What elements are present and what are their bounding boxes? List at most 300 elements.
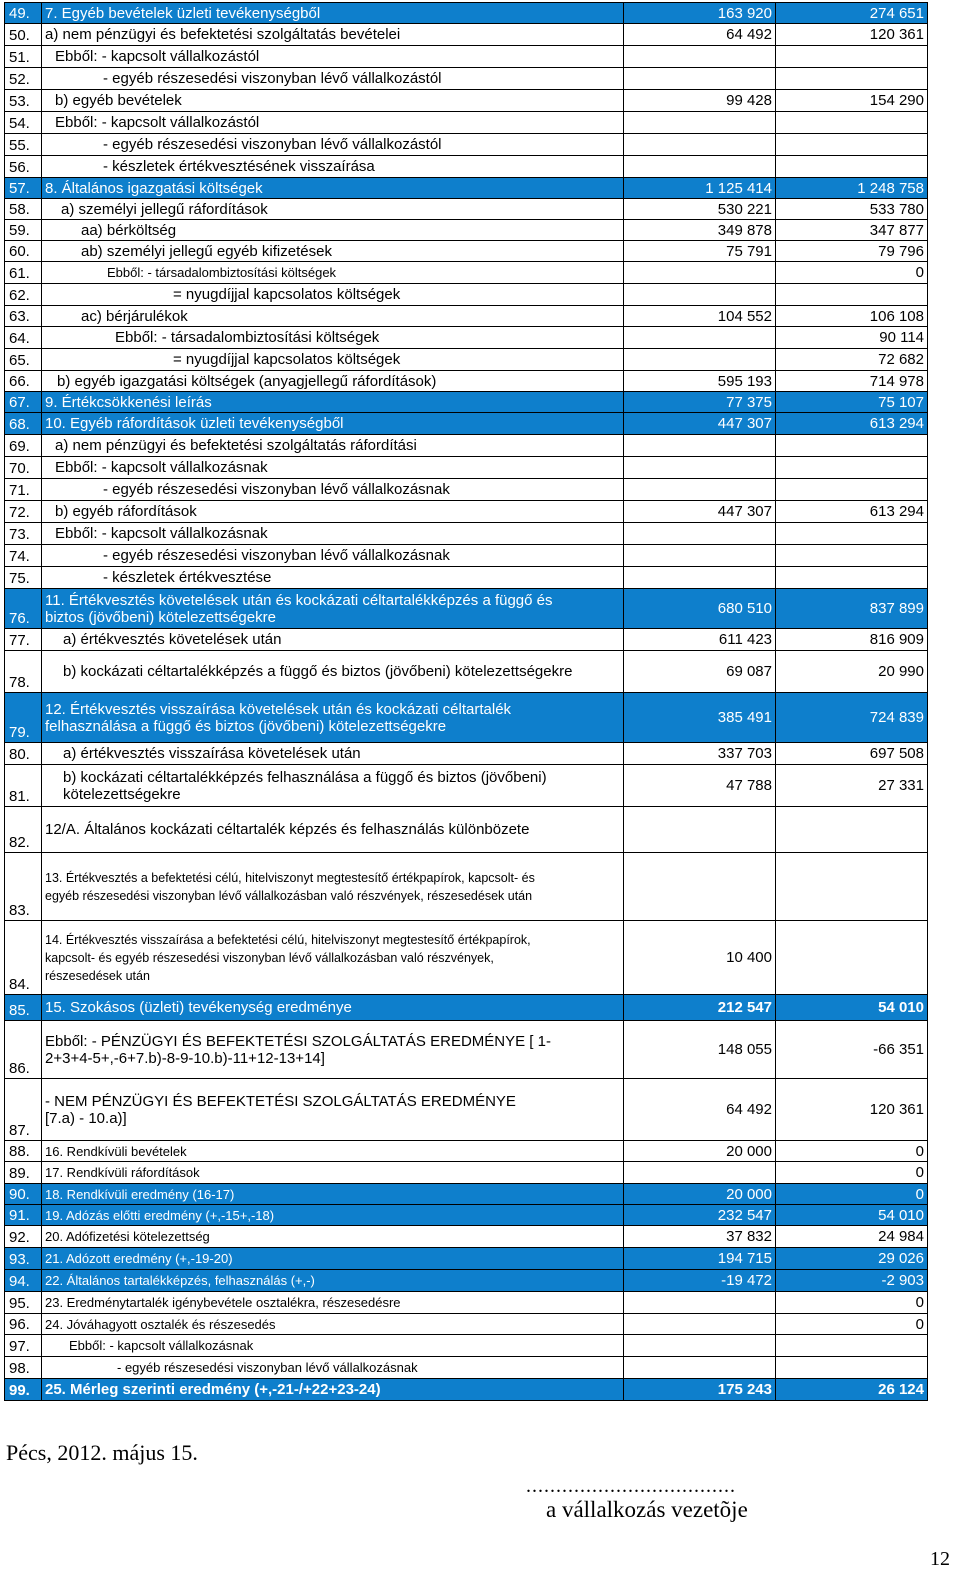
value-current-year <box>776 46 928 68</box>
row-number: 59. <box>5 220 42 241</box>
value-previous-year <box>624 435 776 457</box>
value-current-year <box>776 545 928 567</box>
row-number: 54. <box>5 112 42 134</box>
value-current-year: 120 361 <box>776 1079 928 1141</box>
row-description-line: - NEM PÉNZÜGYI ÉS BEFEKTETÉSI SZOLGÁLTATÁS EREDMÉNYE <box>45 1092 516 1110</box>
row-number: 49. <box>5 3 42 24</box>
table-row <box>5 1141 928 1162</box>
row-description-line: 12. Értékvesztés visszaírása követelések után és kockázati céltartalék <box>45 700 512 718</box>
signature-line: ................................... <box>526 1475 736 1497</box>
row-number: 53. <box>5 90 42 112</box>
table-row <box>5 1226 928 1248</box>
row-description-line: 11. Értékvesztés követelések után és kockázati céltartalékképzés a függő és <box>45 591 553 609</box>
row-description-line: Ebből: - kapcsolt vállalkozástól <box>55 48 260 65</box>
row-description-line: - egyéb részesedési viszonyban lévő vállalkozásnak <box>103 481 450 498</box>
row-description <box>42 435 624 457</box>
page-number: 12 <box>930 1548 950 1570</box>
value-current-year: 54 010 <box>776 1205 928 1226</box>
row-description-line: a) személyi jellegű ráfordítások <box>61 200 268 218</box>
value-previous-year: 69 087 <box>624 651 776 693</box>
row-number: 57. <box>5 178 42 199</box>
row-description-line: Ebből: - kapcsolt vállalkozástól <box>55 114 260 131</box>
row-description <box>42 1021 624 1079</box>
row-description <box>42 693 624 743</box>
table-row <box>5 156 928 178</box>
table-row <box>5 807 928 853</box>
value-current-year: 533 780 <box>776 199 928 220</box>
table-row <box>5 349 928 371</box>
value-current-year <box>776 853 928 921</box>
value-current-year <box>776 457 928 479</box>
table-row <box>5 220 928 241</box>
table-row <box>5 479 928 501</box>
row-number: 98. <box>5 1357 42 1379</box>
row-number: 51. <box>5 46 42 68</box>
row-description-line: 18. Rendkívüli eredmény (16-17) <box>45 1186 235 1202</box>
row-description-line: Ebből: - PÉNZÜGYI ÉS BEFEKTETÉSI SZOLGÁLTATÁS EREDMÉNYE [ 1- <box>45 1032 551 1050</box>
value-previous-year: 10 400 <box>624 921 776 995</box>
value-current-year: 27 331 <box>776 765 928 807</box>
row-description-line: 23. Eredménytartalék igénybevétele osztalékra, részesedésre <box>45 1295 401 1310</box>
value-previous-year <box>624 1292 776 1314</box>
table-row <box>5 1184 928 1205</box>
value-previous-year: 385 491 <box>624 693 776 743</box>
row-description <box>42 371 624 392</box>
row-description <box>42 807 624 853</box>
value-previous-year: 104 552 <box>624 306 776 327</box>
row-description <box>42 413 624 435</box>
value-current-year: 697 508 <box>776 743 928 765</box>
row-description <box>42 1270 624 1292</box>
row-description-line: - egyéb részesedési viszonyban lévő vállalkozásnak <box>117 1360 418 1375</box>
table-row <box>5 68 928 90</box>
value-previous-year: 212 547 <box>624 995 776 1021</box>
row-description-line: 12/A. Általános kockázati céltartalék képzés és felhasználás különbözete <box>45 821 530 838</box>
value-current-year: 79 796 <box>776 241 928 262</box>
value-previous-year <box>624 479 776 501</box>
row-number: 72. <box>5 501 42 523</box>
row-description-line: - egyéb részesedési viszonyban lévő vállalkozástól <box>103 70 442 87</box>
table-row <box>5 1162 928 1184</box>
value-previous-year <box>624 349 776 371</box>
table-row <box>5 1357 928 1379</box>
row-description <box>42 178 624 199</box>
row-number: 64. <box>5 327 42 349</box>
value-previous-year <box>624 1357 776 1379</box>
value-current-year: 0 <box>776 1162 928 1184</box>
table-row <box>5 545 928 567</box>
row-number: 74. <box>5 545 42 567</box>
table-row <box>5 199 928 220</box>
row-description-line: [7.a) - 10.a)] <box>45 1109 127 1127</box>
row-description-line: - készletek értékvesztése <box>103 569 272 586</box>
table-row <box>5 651 928 693</box>
row-description-line: Ebből: - kapcsolt vállalkozásnak <box>55 459 268 476</box>
row-description-line: egyéb részesedési viszonyban lévő vállalkozásban való részvények, részesedések után <box>45 888 533 903</box>
row-description <box>42 589 624 629</box>
row-description-line: 21. Adózott eredmény (+,-19-20) <box>45 1251 233 1266</box>
table-row <box>5 1335 928 1357</box>
value-current-year: 613 294 <box>776 501 928 523</box>
row-description-line: 14. Értékvesztés visszaírása a befektetési célú, hitelviszonyt megtestesítő értékpapírok, <box>45 932 531 947</box>
row-description <box>42 1335 624 1357</box>
row-description <box>42 501 624 523</box>
row-description <box>42 1226 624 1248</box>
row-description-line: kapcsolt- és egyéb részesedési viszonyban lévő vállalkozásban való részvények, <box>45 950 494 965</box>
value-current-year <box>776 807 928 853</box>
row-description-line: 9. Értékcsökkenési leírás <box>45 393 212 411</box>
row-description-line: b) kockázati céltartalékképzés a függő és biztos (jövőbeni) kötelezettségekre <box>63 663 573 680</box>
table-row <box>5 629 928 651</box>
row-number: 89. <box>5 1162 42 1184</box>
value-previous-year <box>624 523 776 545</box>
table-row <box>5 1379 928 1401</box>
row-description <box>42 220 624 241</box>
table-row <box>5 589 928 629</box>
table-row <box>5 284 928 306</box>
row-description-line: 22. Általános tartalékképzés, felhasználás (+,-) <box>45 1273 315 1288</box>
row-description <box>42 1357 624 1379</box>
value-previous-year: 64 492 <box>624 1079 776 1141</box>
row-number: 92. <box>5 1226 42 1248</box>
table-row <box>5 241 928 262</box>
table-row <box>5 567 928 589</box>
row-number: 91. <box>5 1205 42 1226</box>
row-description-line: 7. Egyéb bevételek üzleti tevékenységből <box>45 4 321 22</box>
row-number: 90. <box>5 1184 42 1205</box>
row-description <box>42 479 624 501</box>
row-number: 58. <box>5 199 42 220</box>
value-current-year <box>776 1335 928 1357</box>
row-description <box>42 3 624 24</box>
row-number: 73. <box>5 523 42 545</box>
row-number: 67. <box>5 392 42 413</box>
row-number: 68. <box>5 413 42 435</box>
value-previous-year: 611 423 <box>624 629 776 651</box>
row-description-line: 2+3+4-5+,-6+7.b)-8-9-10.b)-11+12-13+14] <box>45 1049 325 1067</box>
row-description <box>42 392 624 413</box>
row-description <box>42 1079 624 1141</box>
value-current-year: 120 361 <box>776 24 928 46</box>
row-number: 77. <box>5 629 42 651</box>
table-row <box>5 178 928 199</box>
row-description <box>42 199 624 220</box>
value-current-year: 714 978 <box>776 371 928 392</box>
table-row <box>5 921 928 995</box>
value-previous-year: 232 547 <box>624 1205 776 1226</box>
table-row <box>5 523 928 545</box>
value-previous-year <box>624 112 776 134</box>
table-row <box>5 435 928 457</box>
value-current-year: 0 <box>776 1292 928 1314</box>
table-row <box>5 457 928 479</box>
row-description-line: 10. Egyéb ráfordítások üzleti tevékenységből <box>45 415 344 432</box>
value-previous-year: 530 221 <box>624 199 776 220</box>
value-previous-year: -19 472 <box>624 1270 776 1292</box>
row-number: 86. <box>5 1021 42 1079</box>
value-previous-year <box>624 327 776 349</box>
row-description-line: Ebből: - kapcsolt vállalkozásnak <box>69 1338 254 1353</box>
value-current-year: -66 351 <box>776 1021 928 1079</box>
row-description-line: ab) személyi jellegű egyéb kifizetések <box>81 242 332 260</box>
row-description <box>42 349 624 371</box>
row-description <box>42 112 624 134</box>
row-description <box>42 629 624 651</box>
value-previous-year <box>624 1314 776 1335</box>
table-row <box>5 3 928 24</box>
table-row <box>5 371 928 392</box>
row-description-line: részesedések után <box>45 968 150 983</box>
row-description <box>42 156 624 178</box>
value-previous-year: 337 703 <box>624 743 776 765</box>
row-description-line: 25. Mérleg szerinti eredmény (+,-21-/+22+23-24) <box>45 1381 381 1398</box>
value-previous-year: 595 193 <box>624 371 776 392</box>
value-current-year: 54 010 <box>776 995 928 1021</box>
value-current-year <box>776 284 928 306</box>
value-previous-year <box>624 134 776 156</box>
value-current-year: 20 990 <box>776 651 928 693</box>
value-previous-year: 680 510 <box>624 589 776 629</box>
table-row <box>5 765 928 807</box>
value-current-year: 1 248 758 <box>776 178 928 199</box>
row-description <box>42 651 624 693</box>
value-current-year: 0 <box>776 1184 928 1205</box>
value-current-year <box>776 1357 928 1379</box>
value-current-year: 0 <box>776 1314 928 1335</box>
table-row <box>5 1205 928 1226</box>
value-previous-year: 447 307 <box>624 501 776 523</box>
row-description-line: 15. Szokásos (üzleti) tevékenység eredménye <box>45 999 352 1016</box>
row-number: 76. <box>5 589 42 629</box>
row-description-line: = nyugdíjjal kapcsolatos költségek <box>173 286 401 303</box>
row-description <box>42 24 624 46</box>
value-previous-year <box>624 284 776 306</box>
row-number: 81. <box>5 765 42 807</box>
table-row <box>5 413 928 435</box>
row-description-line: Ebből: - társadalombiztosítási költségek <box>107 265 337 280</box>
row-description-line: Ebből: - társadalombiztosítási költségek <box>115 329 380 346</box>
value-current-year: 724 839 <box>776 693 928 743</box>
table-row <box>5 743 928 765</box>
value-current-year: 26 124 <box>776 1379 928 1401</box>
value-current-year: 0 <box>776 262 928 284</box>
row-description-line: b) egyéb ráfordítások <box>55 503 197 520</box>
value-current-year <box>776 156 928 178</box>
row-number: 70. <box>5 457 42 479</box>
value-previous-year: 349 878 <box>624 220 776 241</box>
row-description-line: a) nem pénzügyi és befektetési szolgáltatás bevételei <box>45 26 401 43</box>
row-description-line: 16. Rendkívüli bevételek <box>45 1143 187 1159</box>
row-number: 79. <box>5 693 42 743</box>
table-row <box>5 262 928 284</box>
table-row <box>5 1079 928 1141</box>
value-previous-year: 75 791 <box>624 241 776 262</box>
row-description <box>42 134 624 156</box>
row-description-line: kötelezettségekre <box>63 785 181 803</box>
row-number: 52. <box>5 68 42 90</box>
value-current-year <box>776 435 928 457</box>
row-description-line: biztos (jövőbeni) kötelezettségekre <box>45 608 276 626</box>
income-statement-table <box>4 2 928 1401</box>
row-description <box>42 306 624 327</box>
row-number: 50. <box>5 24 42 46</box>
table-row <box>5 693 928 743</box>
row-description-line: - egyéb részesedési viszonyban lévő vállalkozásnak <box>103 547 450 564</box>
value-previous-year: 163 920 <box>624 3 776 24</box>
table-row <box>5 1248 928 1270</box>
row-description <box>42 921 624 995</box>
row-description-line: - egyéb részesedési viszonyban lévő vállalkozástól <box>103 136 442 153</box>
value-previous-year <box>624 567 776 589</box>
row-number: 56. <box>5 156 42 178</box>
value-current-year: 613 294 <box>776 413 928 435</box>
row-number: 65. <box>5 349 42 371</box>
row-description-line: 17. Rendkívüli ráfordítások <box>45 1165 200 1180</box>
table-row <box>5 306 928 327</box>
income-statement-body <box>5 3 928 1401</box>
table-row <box>5 90 928 112</box>
row-description-line: b) egyéb bevételek <box>55 92 182 109</box>
value-current-year <box>776 567 928 589</box>
row-number: 93. <box>5 1248 42 1270</box>
value-previous-year <box>624 545 776 567</box>
row-description <box>42 327 624 349</box>
row-number: 66. <box>5 371 42 392</box>
row-description-line: = nyugdíjjal kapcsolatos költségek <box>173 351 401 368</box>
value-previous-year: 175 243 <box>624 1379 776 1401</box>
row-number: 96. <box>5 1314 42 1335</box>
value-current-year: 24 984 <box>776 1226 928 1248</box>
row-number: 61. <box>5 262 42 284</box>
value-previous-year <box>624 807 776 853</box>
row-description <box>42 1379 624 1401</box>
row-description-line: a) értékvesztés visszaírása követelések után <box>63 745 361 762</box>
value-current-year <box>776 112 928 134</box>
row-description <box>42 1248 624 1270</box>
value-current-year: 29 026 <box>776 1248 928 1270</box>
value-current-year: 106 108 <box>776 306 928 327</box>
row-number: 88. <box>5 1141 42 1162</box>
value-previous-year: 64 492 <box>624 24 776 46</box>
row-number: 97. <box>5 1335 42 1357</box>
row-number: 85. <box>5 995 42 1021</box>
row-description <box>42 46 624 68</box>
row-description-line: aa) bérköltség <box>81 221 177 239</box>
table-row <box>5 1270 928 1292</box>
row-description-line: - készletek értékvesztésének visszaírása <box>103 158 375 175</box>
table-row <box>5 995 928 1021</box>
table-row <box>5 46 928 68</box>
row-number: 63. <box>5 306 42 327</box>
row-number: 80. <box>5 743 42 765</box>
value-previous-year: 99 428 <box>624 90 776 112</box>
place-and-date: Pécs, 2012. május 15. <box>6 1440 198 1465</box>
row-description <box>42 1314 624 1335</box>
table-row <box>5 853 928 921</box>
value-previous-year: 447 307 <box>624 413 776 435</box>
value-previous-year: 20 000 <box>624 1184 776 1205</box>
value-previous-year <box>624 46 776 68</box>
row-number: 71. <box>5 479 42 501</box>
row-description <box>42 262 624 284</box>
value-previous-year: 37 832 <box>624 1226 776 1248</box>
row-description <box>42 1184 624 1205</box>
row-description-line: 20. Adófizetési kötelezettség <box>45 1229 210 1244</box>
value-previous-year <box>624 68 776 90</box>
row-number: 60. <box>5 241 42 262</box>
row-description-line: 13. Értékvesztés a befektetési célú, hitelviszonyt megtestesítő értékpapírok, kapcsolt- és <box>45 870 535 885</box>
value-current-year: 72 682 <box>776 349 928 371</box>
row-description-line: felhasználása a függő és biztos (jövőbeni) kötelezettségekre <box>45 717 447 735</box>
row-description <box>42 743 624 765</box>
value-previous-year: 77 375 <box>624 392 776 413</box>
table-row <box>5 1021 928 1079</box>
row-description-line: b) kockázati céltartalékképzés felhasználása a függő és biztos (jövőbeni) <box>63 768 547 786</box>
row-description <box>42 1141 624 1162</box>
row-description <box>42 853 624 921</box>
signature-caption: a vállalkozás vezetõje <box>546 1497 748 1522</box>
row-description <box>42 995 624 1021</box>
value-previous-year <box>624 156 776 178</box>
row-description <box>42 1205 624 1226</box>
row-number: 87. <box>5 1079 42 1141</box>
row-description-line: 24. Jóváhagyott osztalék és részesedés <box>45 1316 276 1332</box>
value-previous-year <box>624 262 776 284</box>
value-current-year <box>776 134 928 156</box>
value-current-year <box>776 68 928 90</box>
row-number: 82. <box>5 807 42 853</box>
row-description <box>42 1292 624 1314</box>
value-current-year: 154 290 <box>776 90 928 112</box>
row-number: 69. <box>5 435 42 457</box>
row-description <box>42 567 624 589</box>
row-number: 83. <box>5 853 42 921</box>
value-previous-year <box>624 853 776 921</box>
value-current-year <box>776 523 928 545</box>
value-current-year: 90 114 <box>776 327 928 349</box>
row-description-line: Ebből: - kapcsolt vállalkozásnak <box>55 525 268 542</box>
row-description <box>42 457 624 479</box>
value-previous-year <box>624 457 776 479</box>
row-number: 78. <box>5 651 42 693</box>
value-current-year: 347 877 <box>776 220 928 241</box>
row-number: 94. <box>5 1270 42 1292</box>
value-current-year: 816 909 <box>776 629 928 651</box>
row-description <box>42 284 624 306</box>
value-current-year <box>776 479 928 501</box>
row-description-line: ac) bérjárulékok <box>81 307 188 325</box>
table-row <box>5 327 928 349</box>
row-description-line: a) nem pénzügyi és befektetési szolgáltatás ráfordítási <box>55 437 417 454</box>
value-previous-year: 194 715 <box>624 1248 776 1270</box>
row-description <box>42 90 624 112</box>
table-row <box>5 1314 928 1335</box>
row-description <box>42 68 624 90</box>
table-row <box>5 134 928 156</box>
row-number: 95. <box>5 1292 42 1314</box>
value-previous-year <box>624 1335 776 1357</box>
table-row <box>5 392 928 413</box>
value-current-year: 75 107 <box>776 392 928 413</box>
value-current-year: 274 651 <box>776 3 928 24</box>
table-row <box>5 24 928 46</box>
row-number: 55. <box>5 134 42 156</box>
value-previous-year: 20 000 <box>624 1141 776 1162</box>
table-row <box>5 112 928 134</box>
value-previous-year <box>624 1162 776 1184</box>
row-description <box>42 545 624 567</box>
row-description-line: b) egyéb igazgatási költségek (anyagjellegű ráfordítások) <box>57 372 437 390</box>
